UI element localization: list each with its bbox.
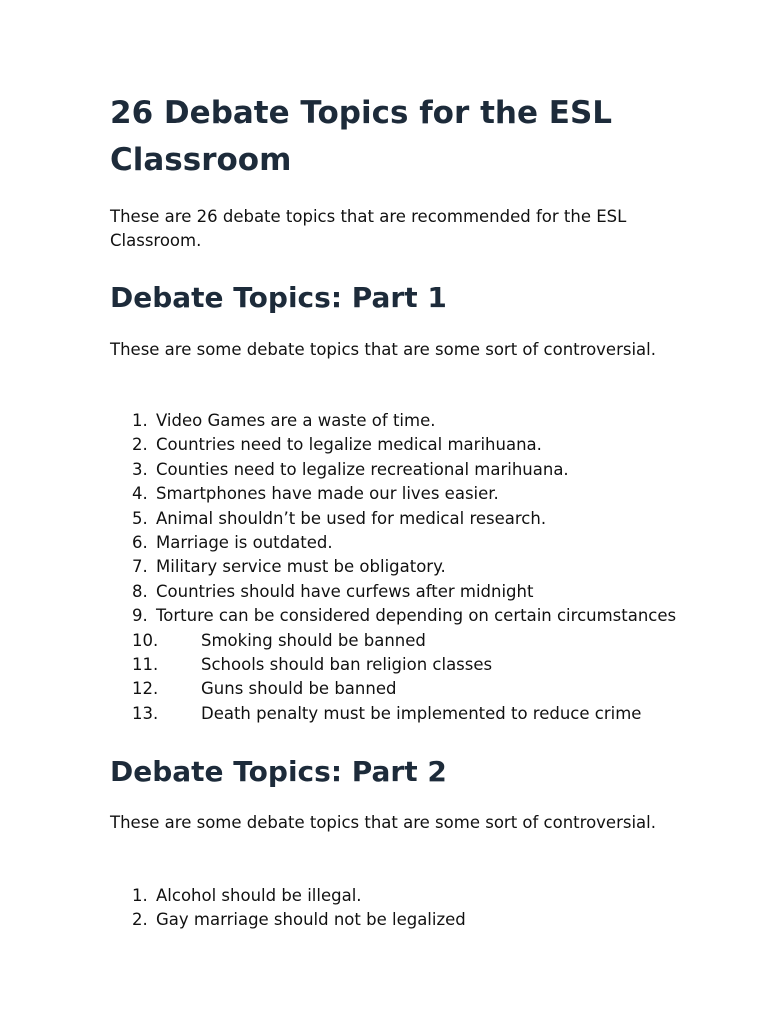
list-item-text: Guns should be banned	[201, 679, 397, 699]
list-item-number: 10.	[132, 630, 159, 650]
list-item	[110, 531, 690, 555]
list-item-number: 4.	[132, 484, 148, 504]
list-item-text: Military service must be obligatory.	[156, 557, 446, 577]
list-item-number: 12.	[132, 679, 159, 699]
list-item-text: Alcohol should be illegal.	[156, 886, 362, 905]
intro-paragraph: These are 26 debate topics that are recommended for the ESL Classroom.	[110, 207, 627, 250]
list-item-number: 11.	[132, 655, 159, 675]
list-item-number: 7.	[132, 557, 148, 577]
list-item-number: 9.	[132, 606, 148, 626]
list-item	[110, 555, 690, 579]
list-item-number: 2.	[132, 435, 148, 455]
section-description-part-1: These are some debate topics that are some sort of controversial.	[110, 340, 656, 359]
list-item	[110, 409, 690, 433]
topic-list-part-1	[110, 409, 690, 726]
list-item	[110, 604, 690, 628]
list-item-text: Marriage is outdated.	[156, 533, 333, 553]
list-item	[110, 482, 690, 506]
list-item	[110, 884, 690, 908]
list-item-text: Countries need to legalize medical marihuana.	[156, 435, 542, 455]
list-item-number: 3.	[132, 459, 148, 479]
list-item-number: 2.	[132, 910, 148, 930]
list-item-text: Death penalty must be implemented to reduce crime	[201, 703, 642, 723]
list-item-text: Schools should ban religion classes	[201, 655, 493, 675]
section-heading-part-1: Debate Topics: Part 1	[110, 281, 447, 314]
section-heading-part-2: Debate Topics: Part 2	[110, 755, 447, 788]
list-item	[110, 702, 690, 726]
list-item-number: 5.	[132, 508, 148, 528]
list-item-text: Countries should have curfews after midnight	[156, 581, 534, 601]
list-item	[110, 580, 690, 604]
list-item-text: Gay marriage should not be legalized	[156, 910, 466, 930]
list-item-text: Smoking should be banned	[201, 630, 426, 650]
list-item-number: 13.	[132, 703, 159, 723]
list-item-text: Torture can be considered depending on certain circumstances	[156, 606, 677, 626]
page-title: 26 Debate Topics for the ESL Classroom	[110, 95, 613, 178]
list-item	[110, 677, 690, 701]
list-item-text: Animal shouldn’t be used for medical research.	[156, 508, 547, 528]
list-item-number: 1.	[132, 411, 148, 430]
list-item	[110, 507, 690, 531]
section-description-part-2: These are some debate topics that are some sort of controversial.	[110, 813, 656, 832]
list-item	[110, 458, 690, 482]
list-item-number: 8.	[132, 581, 148, 601]
list-item-text: Counties need to legalize recreational marihuana.	[156, 459, 569, 479]
list-item	[110, 433, 690, 457]
list-item-text: Smartphones have made our lives easier.	[156, 484, 499, 504]
list-item-number: 1.	[132, 886, 148, 905]
list-item	[110, 629, 690, 653]
list-item-number: 6.	[132, 533, 148, 553]
list-item-text: Video Games are a waste of time.	[156, 411, 436, 430]
list-item	[110, 653, 690, 677]
topic-list-part-2	[110, 884, 690, 933]
list-item	[110, 908, 690, 932]
